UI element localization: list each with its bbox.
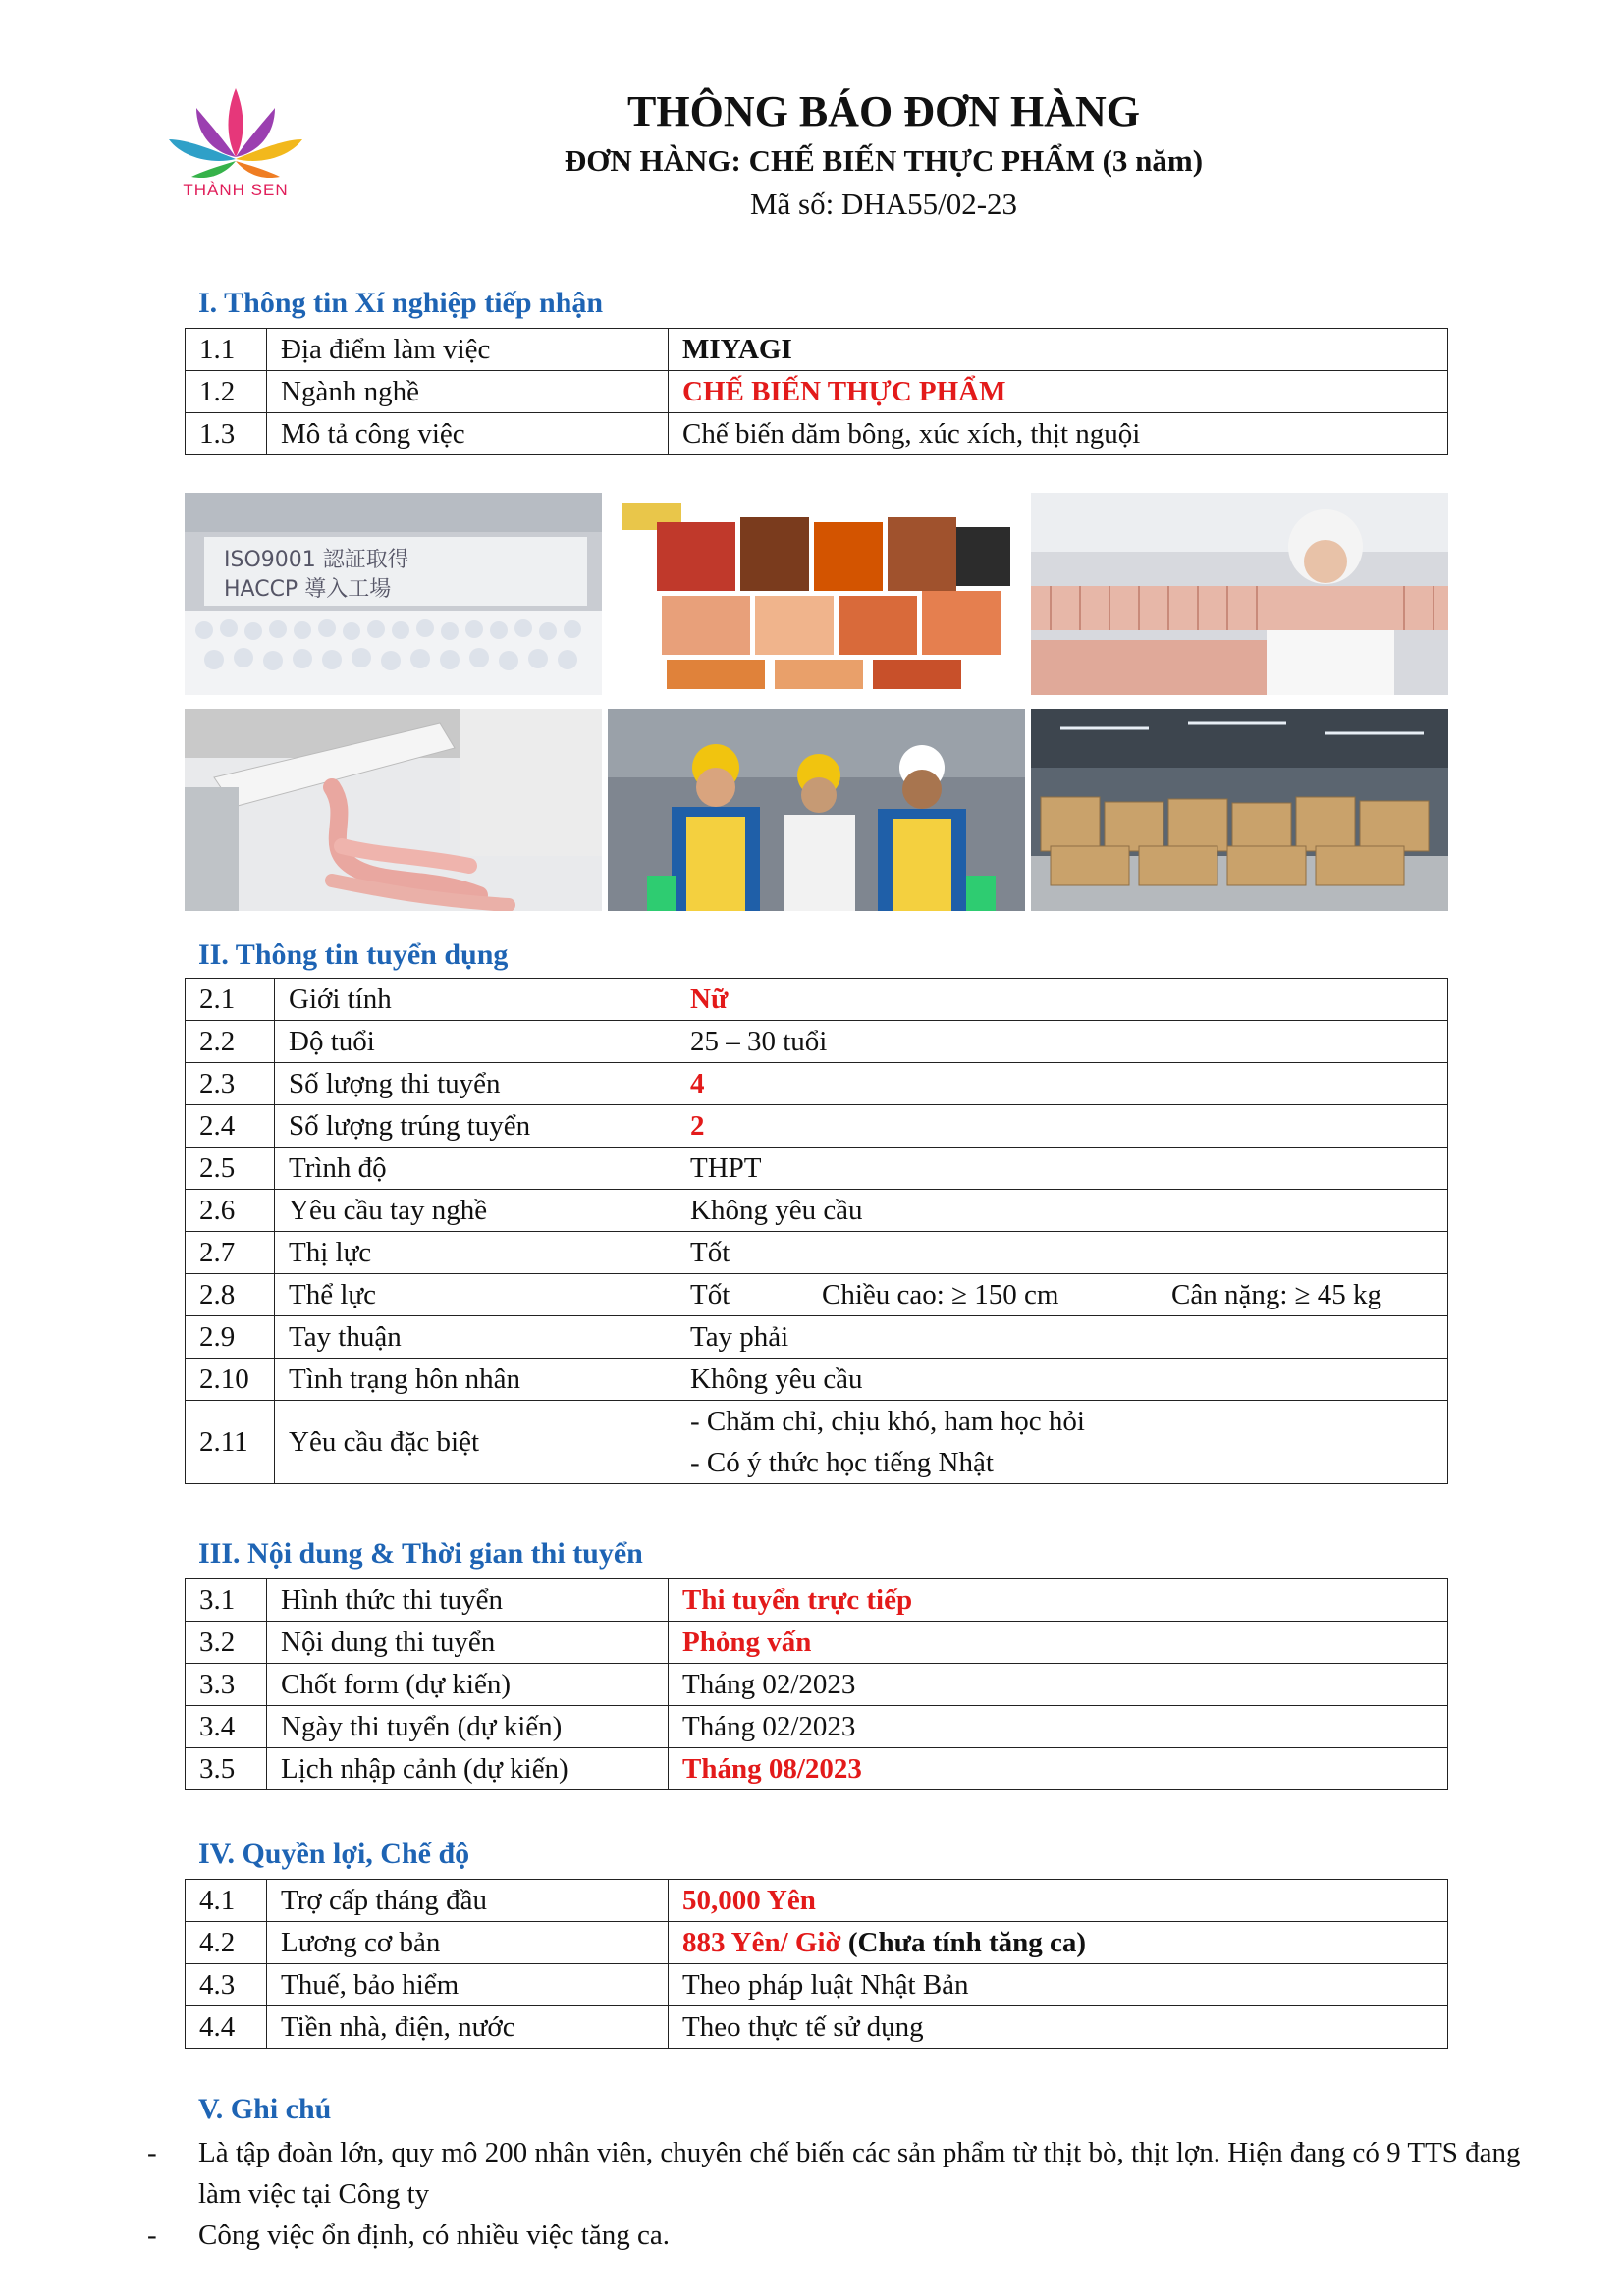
- table-row: [186, 1880, 1448, 1922]
- row-label: Yêu cầu tay nghề: [275, 1190, 676, 1232]
- row-label: Trợ cấp tháng đầu: [267, 1880, 669, 1922]
- row-value: 50,000 Yên: [669, 1880, 1448, 1922]
- row-label: Tiền nhà, điện, nước: [267, 2006, 669, 2049]
- row-number: 2.2: [186, 1021, 275, 1063]
- row-number: 2.6: [186, 1190, 275, 1232]
- row-label: Thị lực: [275, 1232, 676, 1274]
- haccp-sign: HACCP 導入工場: [224, 577, 392, 602]
- lotus-logo-graphic: [157, 79, 314, 187]
- list-item: - Công việc ổn định, có nhiều việc tăng ca.: [147, 2219, 670, 2251]
- worker-sausage-photo: [1031, 493, 1448, 695]
- row-number: 3.4: [186, 1706, 267, 1748]
- row-value: MIYAGI: [669, 329, 1448, 371]
- row-number: 2.5: [186, 1148, 275, 1190]
- iso-sign: ISO9001 認証取得: [224, 548, 409, 572]
- workers-photo: [608, 709, 1025, 911]
- order-code: Mã số: DHA55/02-23: [749, 187, 1018, 221]
- table-row: [186, 1579, 1448, 1622]
- table-row: [186, 2006, 1448, 2049]
- section-5-title: V. Ghi chú: [198, 2093, 332, 2125]
- row-number: 2.10: [186, 1359, 275, 1401]
- row-label: Giới tính: [275, 979, 676, 1021]
- factory-photo: [185, 493, 602, 695]
- row-label: Tình trạng hôn nhân: [275, 1359, 676, 1401]
- row-value: Không yêu cầu: [676, 1359, 1448, 1401]
- row-number: 4.1: [186, 1880, 267, 1922]
- table-row: [186, 1401, 1448, 1484]
- document-header: [491, 84, 1276, 226]
- table-row: [186, 1964, 1448, 2006]
- row-label: Ngày thi tuyển (dự kiến): [267, 1706, 669, 1748]
- warehouse-photo: [1031, 709, 1448, 911]
- row-value: [676, 1401, 1448, 1484]
- row-value: [669, 1922, 1448, 1964]
- page-title: THÔNG BÁO ĐƠN HÀNG: [627, 87, 1140, 135]
- row-value: Tháng 08/2023: [669, 1748, 1448, 1790]
- row-value: Tháng 02/2023: [669, 1664, 1448, 1706]
- list-item: - Là tập đoàn lớn, quy mô 200 nhân viên, chuyên chế biến các sản phẩm từ thịt bò, thịt lợn. Hiện đang có 9 TTS đang làm việc tại Công ty: [147, 2137, 1521, 2210]
- row-number: 1.2: [186, 371, 267, 413]
- row-label: Nội dung thi tuyển: [267, 1622, 669, 1664]
- photo-grid: [185, 493, 1448, 911]
- row-label: Hình thức thi tuyển: [267, 1579, 669, 1622]
- table-row: [186, 1359, 1448, 1401]
- table-row: [186, 1748, 1448, 1790]
- row-label: Yêu cầu đặc biệt: [275, 1401, 676, 1484]
- row-label: Địa điểm làm việc: [267, 329, 669, 371]
- height-requirement: Chiều cao: ≥ 150 cm: [822, 1278, 1059, 1310]
- table-row: [186, 1622, 1448, 1664]
- section-2-title: II. Thông tin tuyển dụng: [198, 938, 509, 971]
- sausage-machine-photo: [185, 709, 602, 911]
- row-number: 3.3: [186, 1664, 267, 1706]
- row-label: Số lượng trúng tuyển: [275, 1105, 676, 1148]
- row-label: Độ tuổi: [275, 1021, 676, 1063]
- note-text: Là tập đoàn lớn, quy mô 200 nhân viên, chuyên chế biến các sản phẩm từ thịt bò, thịt lợn. Hiện đang có 9 TTS đang làm việc tại Công ty: [198, 2137, 1521, 2210]
- table-row: [186, 979, 1448, 1021]
- row-label: Chốt form (dự kiến): [267, 1664, 669, 1706]
- row-label: Lịch nhập cảnh (dự kiến): [267, 1748, 669, 1790]
- notes-list: [147, 2132, 1542, 2256]
- table-row: [186, 1706, 1448, 1748]
- row-number: 1.3: [186, 413, 267, 455]
- row-value: Theo pháp luật Nhật Bản: [669, 1964, 1448, 2006]
- section-1-title: I. Thông tin Xí nghiệp tiếp nhận: [198, 287, 604, 319]
- row-value: Nữ: [676, 979, 1448, 1021]
- row-label: Trình độ: [275, 1148, 676, 1190]
- row-label: Thuế, bảo hiểm: [267, 1964, 669, 2006]
- table-row: [186, 1232, 1448, 1274]
- note-text: Công việc ổn định, có nhiều việc tăng ca.: [198, 2219, 670, 2251]
- row-value: Tốt: [676, 1232, 1448, 1274]
- row-number: 3.1: [186, 1579, 267, 1622]
- table-row: [186, 1063, 1448, 1105]
- row-number: 2.4: [186, 1105, 275, 1148]
- table-row: [186, 1190, 1448, 1232]
- row-value: THPT: [676, 1148, 1448, 1190]
- exam-info-table: [185, 1578, 1448, 1790]
- row-number: 3.5: [186, 1748, 267, 1790]
- row-number: 2.3: [186, 1063, 275, 1105]
- row-value: Thi tuyển trực tiếp: [669, 1579, 1448, 1622]
- row-number: 1.1: [186, 329, 267, 371]
- row-label: Thể lực: [275, 1274, 676, 1316]
- special-requirement-2: - Có ý thức học tiếng Nhật: [690, 1447, 994, 1478]
- table-row: [186, 1922, 1448, 1964]
- row-label: Tay thuận: [275, 1316, 676, 1359]
- weight-requirement: Cân nặng: ≥ 45 kg: [1171, 1278, 1382, 1310]
- benefits-table: [185, 1879, 1448, 2049]
- row-value: 4: [676, 1063, 1448, 1105]
- table-row: [186, 329, 1448, 371]
- row-value: Tháng 02/2023: [669, 1706, 1448, 1748]
- base-salary: 883 Yên/ Giờ: [682, 1926, 841, 1958]
- row-value: Chế biến dăm bông, xúc xích, thịt nguội: [669, 413, 1448, 455]
- row-value: 2: [676, 1105, 1448, 1148]
- row-number: 2.11: [186, 1401, 275, 1484]
- table-row: [186, 1664, 1448, 1706]
- row-label: Ngành nghề: [267, 371, 669, 413]
- logo-text: THÀNH SEN: [183, 181, 289, 199]
- row-value: Theo thực tế sử dụng: [669, 2006, 1448, 2049]
- table-row: [186, 413, 1448, 455]
- row-value: Phỏng vấn: [669, 1622, 1448, 1664]
- row-value: [676, 1274, 1448, 1316]
- company-logo: [157, 79, 314, 206]
- section-3-title: III. Nội dung & Thời gian thi tuyển: [198, 1537, 643, 1570]
- row-value: Tay phải: [676, 1316, 1448, 1359]
- table-row: [186, 371, 1448, 413]
- row-label: Lương cơ bản: [267, 1922, 669, 1964]
- row-label: Số lượng thi tuyển: [275, 1063, 676, 1105]
- row-number: 3.2: [186, 1622, 267, 1664]
- row-number: 2.9: [186, 1316, 275, 1359]
- row-number: 4.4: [186, 2006, 267, 2049]
- row-number: 4.3: [186, 1964, 267, 2006]
- recruitment-info-table: [185, 978, 1448, 1484]
- table-row: [186, 1105, 1448, 1148]
- company-info-table: [185, 328, 1448, 455]
- section-4-title: IV. Quyền lợi, Chế độ: [198, 1838, 470, 1870]
- table-row: [186, 1021, 1448, 1063]
- row-number: 2.8: [186, 1274, 275, 1316]
- row-number: 2.1: [186, 979, 275, 1021]
- table-row: [186, 1148, 1448, 1190]
- table-row: [186, 1316, 1448, 1359]
- order-subtitle: ĐƠN HÀNG: CHẾ BIẾN THỰC PHẨM (3 năm): [564, 143, 1204, 178]
- salary-note: (Chưa tính tăng ca): [847, 1926, 1087, 1958]
- fitness-value: Tốt: [690, 1278, 730, 1310]
- row-value: Không yêu cầu: [676, 1190, 1448, 1232]
- row-number: 2.7: [186, 1232, 275, 1274]
- products-photo: [608, 493, 1025, 695]
- row-value: 25 – 30 tuổi: [676, 1021, 1448, 1063]
- special-requirement-1: - Chăm chỉ, chịu khó, ham học hỏi: [690, 1406, 1085, 1437]
- table-row: [186, 1274, 1448, 1316]
- row-value: CHẾ BIẾN THỰC PHẨM: [669, 371, 1448, 413]
- row-number: 4.2: [186, 1922, 267, 1964]
- row-label: Mô tả công việc: [267, 413, 669, 455]
